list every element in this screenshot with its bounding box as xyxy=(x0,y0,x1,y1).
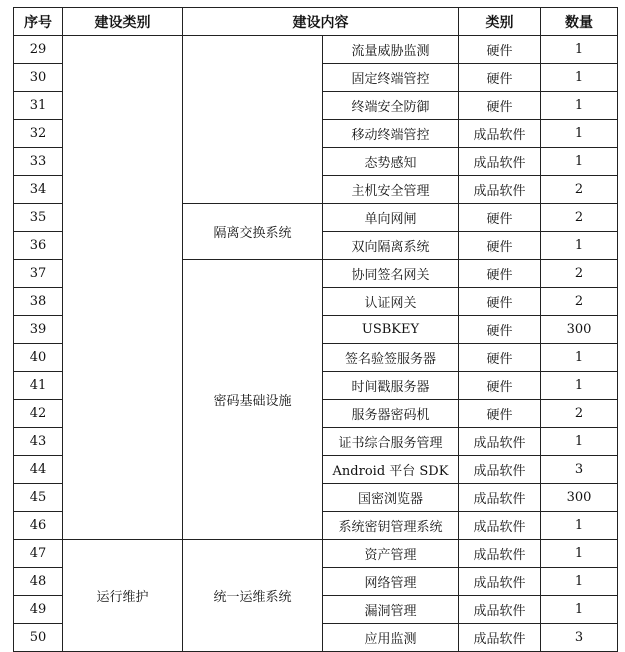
type-cell: 成品软件 xyxy=(459,428,541,456)
type-cell: 成品软件 xyxy=(459,176,541,204)
system-cell-empty xyxy=(183,36,323,204)
seq-cell: 45 xyxy=(14,484,63,512)
seq-cell: 39 xyxy=(14,316,63,344)
type-cell: 硬件 xyxy=(459,64,541,92)
seq-cell: 40 xyxy=(14,344,63,372)
qty-cell: 2 xyxy=(541,176,618,204)
item-cell: 流量威胁监测 xyxy=(323,36,459,64)
qty-cell: 2 xyxy=(541,204,618,232)
item-cell: 终端安全防御 xyxy=(323,92,459,120)
qty-cell: 1 xyxy=(541,232,618,260)
type-cell: 硬件 xyxy=(459,316,541,344)
qty-cell: 2 xyxy=(541,400,618,428)
qty-cell: 1 xyxy=(541,512,618,540)
type-cell: 硬件 xyxy=(459,372,541,400)
type-cell: 成品软件 xyxy=(459,624,541,652)
qty-cell: 1 xyxy=(541,428,618,456)
seq-cell: 43 xyxy=(14,428,63,456)
qty-cell: 2 xyxy=(541,288,618,316)
type-cell: 成品软件 xyxy=(459,148,541,176)
type-cell: 成品软件 xyxy=(459,540,541,568)
header-category: 建设类别 xyxy=(63,8,183,36)
qty-cell: 1 xyxy=(541,372,618,400)
item-cell: USBKEY xyxy=(323,316,459,344)
item-cell: 系统密钥管理系统 xyxy=(323,512,459,540)
table-row xyxy=(14,36,618,64)
header-type: 类别 xyxy=(459,8,541,36)
qty-cell: 1 xyxy=(541,344,618,372)
seq-cell: 49 xyxy=(14,596,63,624)
header-row xyxy=(14,8,618,36)
seq-cell: 42 xyxy=(14,400,63,428)
qty-cell: 2 xyxy=(541,260,618,288)
item-cell: Android 平台 SDK xyxy=(323,456,459,484)
type-cell: 成品软件 xyxy=(459,456,541,484)
qty-cell: 1 xyxy=(541,120,618,148)
type-cell: 硬件 xyxy=(459,260,541,288)
item-cell: 服务器密码机 xyxy=(323,400,459,428)
seq-cell: 48 xyxy=(14,568,63,596)
item-cell: 双向隔离系统 xyxy=(323,232,459,260)
item-cell: 时间戳服务器 xyxy=(323,372,459,400)
seq-cell: 44 xyxy=(14,456,63,484)
item-cell: 签名验签服务器 xyxy=(323,344,459,372)
category-cell-operations: 运行维护 xyxy=(63,540,183,652)
seq-cell: 29 xyxy=(14,36,63,64)
item-cell: 固定终端管控 xyxy=(323,64,459,92)
qty-cell: 3 xyxy=(541,456,618,484)
seq-cell: 35 xyxy=(14,204,63,232)
qty-cell: 1 xyxy=(541,568,618,596)
header-content: 建设内容 xyxy=(183,8,459,36)
seq-cell: 47 xyxy=(14,540,63,568)
seq-cell: 34 xyxy=(14,176,63,204)
item-cell: 资产管理 xyxy=(323,540,459,568)
seq-cell: 50 xyxy=(14,624,63,652)
item-cell: 协同签名网关 xyxy=(323,260,459,288)
type-cell: 硬件 xyxy=(459,232,541,260)
qty-cell: 1 xyxy=(541,36,618,64)
item-cell: 移动终端管控 xyxy=(323,120,459,148)
item-cell: 网络管理 xyxy=(323,568,459,596)
qty-cell: 1 xyxy=(541,92,618,120)
type-cell: 硬件 xyxy=(459,36,541,64)
seq-cell: 36 xyxy=(14,232,63,260)
seq-cell: 33 xyxy=(14,148,63,176)
type-cell: 成品软件 xyxy=(459,596,541,624)
qty-cell: 1 xyxy=(541,540,618,568)
seq-cell: 32 xyxy=(14,120,63,148)
construction-table xyxy=(13,7,618,652)
item-cell: 证书综合服务管理 xyxy=(323,428,459,456)
item-cell: 单向网闸 xyxy=(323,204,459,232)
type-cell: 硬件 xyxy=(459,204,541,232)
qty-cell: 3 xyxy=(541,624,618,652)
seq-cell: 37 xyxy=(14,260,63,288)
type-cell: 成品软件 xyxy=(459,484,541,512)
item-cell: 漏洞管理 xyxy=(323,596,459,624)
header-qty: 数量 xyxy=(541,8,618,36)
item-cell: 认证网关 xyxy=(323,288,459,316)
qty-cell: 300 xyxy=(541,316,618,344)
system-cell-ops: 统一运维系统 xyxy=(183,540,323,652)
seq-cell: 46 xyxy=(14,512,63,540)
qty-cell: 1 xyxy=(541,64,618,92)
item-cell: 应用监测 xyxy=(323,624,459,652)
seq-cell: 41 xyxy=(14,372,63,400)
system-cell-isolation: 隔离交换系统 xyxy=(183,204,323,260)
qty-cell: 1 xyxy=(541,596,618,624)
header-seq: 序号 xyxy=(14,8,63,36)
type-cell: 成品软件 xyxy=(459,568,541,596)
item-cell: 态势感知 xyxy=(323,148,459,176)
seq-cell: 38 xyxy=(14,288,63,316)
type-cell: 硬件 xyxy=(459,344,541,372)
system-cell-crypto: 密码基础设施 xyxy=(183,260,323,540)
seq-cell: 30 xyxy=(14,64,63,92)
type-cell: 成品软件 xyxy=(459,120,541,148)
type-cell: 成品软件 xyxy=(459,512,541,540)
qty-cell: 1 xyxy=(541,148,618,176)
qty-cell: 300 xyxy=(541,484,618,512)
item-cell: 国密浏览器 xyxy=(323,484,459,512)
type-cell: 硬件 xyxy=(459,92,541,120)
type-cell: 硬件 xyxy=(459,400,541,428)
category-cell-empty xyxy=(63,36,183,540)
item-cell: 主机安全管理 xyxy=(323,176,459,204)
table-row xyxy=(14,540,618,568)
type-cell: 硬件 xyxy=(459,288,541,316)
seq-cell: 31 xyxy=(14,92,63,120)
